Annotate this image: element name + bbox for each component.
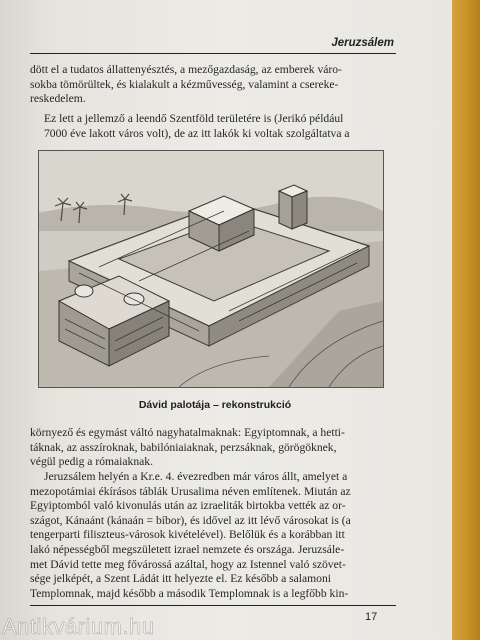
text-line: táknak, az asszíroknak, babilóniaiaknak, perzsáknak, görögöknek, (30, 440, 337, 454)
text-line: lakó népességből megszületett izrael nemzete és országa. Jeruzsále- (30, 542, 345, 556)
text-line: mezopotámiai ékírásos táblák Urusalima néven említenek. Miután az (30, 484, 351, 498)
paragraph-four (30, 470, 390, 601)
book-edge (448, 0, 480, 640)
text-line: sokba tömörültek, és kialakult a kézművesség, valamint a csereke- (30, 77, 339, 91)
header-rule (30, 53, 396, 54)
text-line: Jeruzsálem helyén a Kr.e. 4. évezredben már város állt, amelyet a (44, 470, 348, 483)
running-head: Jeruzsálem (331, 37, 394, 49)
text-line: 7000 éve lakott város volt), de az itt lakók ki voltak szolgáltatva a (44, 126, 350, 140)
figure-caption: Dávid palotája – rekonstrukció (138, 399, 292, 411)
paragraph-three (30, 426, 390, 470)
text-line: szágot, Kánaánt (kánaán = bíbor), és idővel az itt lévő városokat is (a (30, 513, 351, 527)
text-line: Ez lett a jellemző a leendő Szentföld területére is (Jerikó például (44, 112, 344, 125)
text-line: Egyiptomból való kivonulás után az izraeliták birtokba vették az or- (30, 499, 346, 513)
text-line: végül pedig a rómaiaknak. (30, 455, 153, 469)
watermark: Antikvárium.hu (2, 614, 155, 639)
text-line: Templomnak, majd később a második Templomnak is a legfőbb kin- (30, 586, 349, 600)
text-line: környező és egymást váltó nagyhatalmaknak: Egyiptomnak, a hetti- (30, 426, 345, 439)
palace-drawing (39, 151, 383, 387)
page-number: 17 (365, 611, 378, 623)
text-line: dött el a tudatos állattenyésztés, a mezőgazdaság, az emberek váro- (30, 63, 342, 76)
text-line: tengerparti filiszteus-városok kivételével). Belőlük és a korábban itt (30, 528, 345, 542)
palace-illustration (38, 150, 384, 388)
text-line: sége jelképét, a Szent Ládát itt helyezte el. Ez később a salamoni (30, 572, 331, 586)
footer-rule (30, 605, 396, 606)
paragraph-one (30, 63, 390, 107)
text-line: met Dávid tette meg fővárossá azáltal, hogy az Istennel való szövet- (30, 557, 346, 571)
text-line: reskedelem. (30, 92, 86, 106)
paragraph-two (30, 112, 390, 141)
